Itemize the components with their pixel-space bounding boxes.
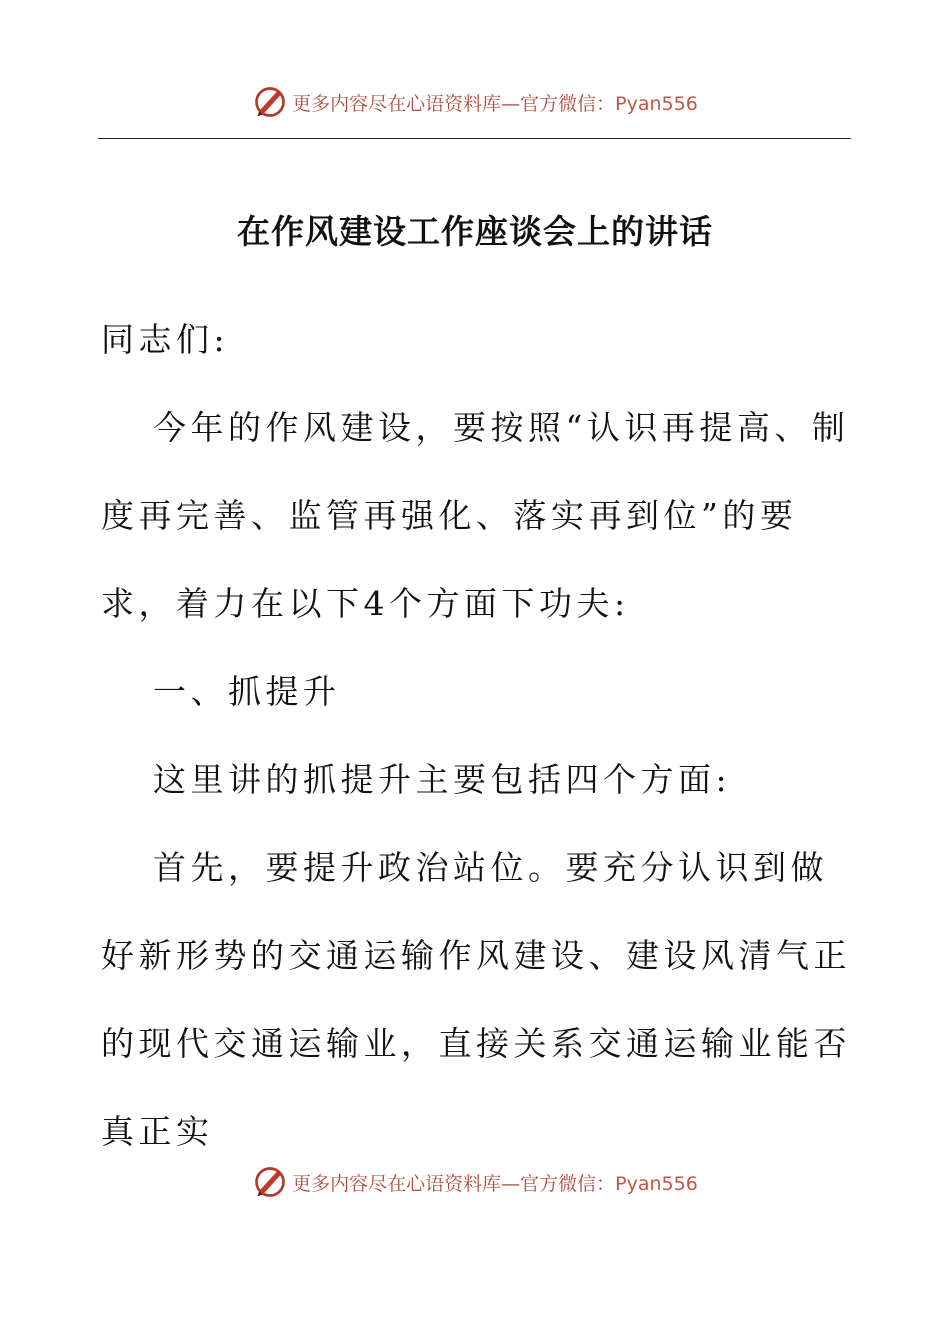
banner-text: 更多内容尽在心语资料库—官方微信： [292, 1172, 616, 1195]
banner-text: 更多内容尽在心语资料库—官方微信： [292, 92, 616, 115]
section-heading: 一、抓提升 [153, 672, 341, 711]
pen-logo-icon [252, 1164, 288, 1200]
salutation: 同志们: [101, 320, 230, 359]
document-body [101, 296, 851, 1176]
footer-banner [0, 1162, 950, 1202]
paragraph: 今年的作风建设，要按照“认识再提高、制度再完善、监管再强化、落实再到位”的要求，着力在以下4个方面下功夫: [101, 408, 850, 623]
paragraph: 首先，要提升政治站位。要充分认识到做好新形势的交通运输作风建设、建设风清气正的现代交通运输业，直接关系交通运输业能否真正实 [101, 848, 851, 1151]
wechat-id: Pyan556 [615, 1172, 698, 1195]
header-rule [98, 138, 851, 139]
pen-logo-icon [252, 84, 288, 120]
header-banner [0, 82, 950, 122]
document-title: 在作风建设工作座谈会上的讲话 [237, 212, 713, 251]
paragraph: 这里讲的抓提升主要包括四个方面: [153, 760, 732, 799]
wechat-id: Pyan556 [615, 92, 698, 115]
